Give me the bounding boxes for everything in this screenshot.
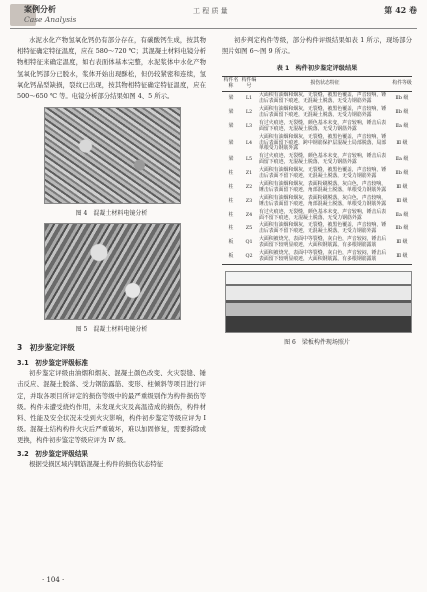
cell-id: L2 bbox=[245, 108, 253, 115]
cell-damage: 大面积有油烟和烟灰，无裂缝，被黑色覆盖，声音较响，锤击后表面留下痕迹，跨中钢筋保护层混凝土局部脱落，局部单根受力钢筋外露 bbox=[259, 133, 387, 152]
cell-grade: Ⅱb 级 bbox=[395, 95, 409, 102]
cell-grade: Ⅲ 级 bbox=[396, 239, 408, 246]
cell-id: L4 bbox=[245, 139, 253, 146]
table-header-row bbox=[222, 77, 412, 92]
table-caption: 表 1 构件初步鉴定评级结果 bbox=[276, 65, 358, 73]
header-component: 构件名称 bbox=[222, 77, 240, 92]
header-id: 构件编号 bbox=[240, 77, 258, 92]
left-column bbox=[17, 35, 206, 470]
cell-grade: Ⅱa 级 bbox=[395, 156, 409, 163]
cell-id: Z2 bbox=[245, 183, 253, 190]
cell-damage: 大面积被烧光，表面中等裂缝，灰白色，声音较闷，锤击后表面留下较明显痕迹，大面积钢筋露，有多根钢筋露筋 bbox=[259, 236, 387, 249]
cell-damage: 大面积有油烟和烟灰，无裂缝，被黑色覆盖，声音较响，锤击后表面留下痕迹，无混凝土脱落，无受力钢筋外露 bbox=[259, 106, 387, 118]
cell-damage: 大面积有油烟和烟灰，无裂缝，被黑色覆盖，声音较响，锤击后表面不留下痕迹，无混凝土脱落，无受力钢筋外露 bbox=[259, 222, 387, 235]
section-title: 案例分析 bbox=[24, 5, 56, 14]
figure-5-image bbox=[44, 223, 181, 320]
header-divider bbox=[10, 28, 417, 29]
section-3-2-heading: 3.2 初步鉴定评级结果 bbox=[17, 449, 89, 458]
cell-damage: 有过火痕迹，无裂缝，颜色基本未变，声音较响，锤击后表面不留下痕迹，无混凝土脱落，无受力钢筋外露 bbox=[259, 208, 387, 221]
section-3-1-heading: 3.1 初步鉴定评级标准 bbox=[17, 359, 89, 368]
cell-damage: 大面积有油烟和烟灰，表面粉刷脱落，灰白色，声音较响，锤击后表面留下痕迹，角部混凝土脱落，单根受力钢筋外露 bbox=[259, 194, 387, 207]
cell-damage: 有过火痕迹，无裂缝，颜色基本未变，声音较响，锤击后表面留下痕迹，无混凝土脱落，无受力钢筋外露 bbox=[259, 153, 387, 166]
cell-id: L5 bbox=[245, 156, 253, 163]
cell-grade: Ⅱb 级 bbox=[395, 108, 409, 115]
figure-4-caption: 图 4 混凝土材料电镜分析 bbox=[75, 210, 148, 218]
section-3-heading: 3 初步鉴定评级 bbox=[17, 343, 75, 353]
header-damage: 损伤状态特征 bbox=[258, 77, 392, 92]
cell-id: Z5 bbox=[245, 225, 253, 232]
cell-grade: Ⅲ 级 bbox=[392, 250, 412, 264]
cell-damage: 大面积有油烟和烟灰，无裂缝，被黑色覆盖，声音较响，锤击后表面留下痕迹，无混凝土脱落，无受力钢筋外露 bbox=[259, 92, 387, 105]
table-row bbox=[222, 209, 412, 223]
cell-component: 梁 bbox=[228, 95, 234, 102]
cell-id: Z4 bbox=[245, 211, 253, 218]
table-row bbox=[222, 181, 412, 195]
section-3-2-text: 根据受损区域内钢筋混凝土构件的损伤状态特征 bbox=[29, 459, 164, 468]
cell-grade: Ⅲ 级 bbox=[396, 197, 408, 204]
magazine-name: 工 程 质 量 bbox=[193, 7, 228, 15]
cell-component: 柱 bbox=[228, 225, 234, 232]
cell-id: Q2 bbox=[240, 250, 258, 264]
cell-component: 梁 bbox=[228, 108, 234, 115]
cell-component: 梁 bbox=[228, 122, 234, 129]
cell-id: L1 bbox=[245, 95, 253, 102]
table-row bbox=[222, 195, 412, 209]
cell-grade: Ⅲ 级 bbox=[396, 139, 408, 146]
cell-grade: Ⅱa 级 bbox=[395, 122, 409, 129]
section-3-1-text: 初步鉴定评级由油烟和烟灰、混凝土颜色改变、火灾裂缝、锤击反应、混凝土脱落、受力钢筋露筋、变形、柱倾斜等项目进行评定，并取各项目所评定的损伤等级中的最严重级别作为构件损伤等级。构件未遭受烧灼作用，未发现火灾及高温造成的损伤，构件材料、性能及安全状况未受到火灾影响，构件初步鉴定等级应评为 Ⅰ 级。混凝土结构构件火灾后严重破坏，难以加固修复，需要拆除或更换，构件初步鉴定等级应评为 Ⅳ 级。 bbox=[17, 369, 206, 445]
cell-id: L3 bbox=[245, 122, 253, 129]
cell-grade: Ⅱb 级 bbox=[395, 225, 409, 232]
figure-5-caption: 图 5 混凝土材料电镜分析 bbox=[75, 326, 148, 334]
table-row bbox=[222, 222, 412, 236]
cell-component: 板 bbox=[228, 239, 234, 246]
section-subtitle: Case Analysis bbox=[24, 15, 77, 24]
figure-6-caption: 图 6 梁板构件现场照片 bbox=[284, 338, 350, 346]
table-row bbox=[222, 236, 412, 250]
right-intro-paragraph: 初步判定构件等级，部分构件评级结果如表 1 所示，现场部分照片如图 6～图 9 所示。 bbox=[222, 36, 412, 56]
volume-label: 第 42 卷 bbox=[384, 5, 417, 15]
figure-4-image bbox=[44, 107, 181, 204]
table-row bbox=[222, 134, 412, 154]
cell-damage: 大面积有油烟和烟灰，无裂缝，被黑色覆盖，声音较响，锤击后表面不留下痕迹，无混凝土脱落，无受力钢筋外露 bbox=[259, 167, 387, 180]
right-column bbox=[222, 35, 412, 346]
cell-component: 柱 bbox=[228, 183, 234, 190]
page-number: · 104 · bbox=[42, 576, 65, 584]
figure-6-image bbox=[225, 271, 412, 333]
cell-damage: 大面积被烧光，表面中等裂缝，灰白色，声音较闷，锤击后表面留下较明显痕迹，大面积钢筋露，有多根钢筋露筋 bbox=[258, 250, 392, 264]
cell-component: 板 bbox=[222, 250, 240, 264]
table-row bbox=[222, 153, 412, 167]
table-row bbox=[222, 120, 412, 134]
table-body bbox=[222, 92, 412, 265]
cell-component: 柱 bbox=[228, 170, 234, 177]
cell-id: Q1 bbox=[245, 239, 253, 246]
cell-component: 梁 bbox=[228, 156, 234, 163]
table-row bbox=[222, 250, 412, 264]
table-row bbox=[222, 167, 412, 181]
cell-id: Z3 bbox=[245, 197, 253, 204]
cell-grade: Ⅲ 级 bbox=[396, 183, 408, 190]
cell-component: 梁 bbox=[228, 139, 234, 146]
cell-grade: Ⅱa 级 bbox=[395, 211, 409, 218]
cell-damage: 大面积有油烟和烟灰，表面粉刷脱落，灰白色，声音较响，锤击后表面留下痕迹，角部混凝土脱落，单根受力钢筋外露 bbox=[259, 181, 387, 193]
cell-component: 柱 bbox=[228, 197, 234, 204]
page-header bbox=[0, 0, 427, 30]
cell-damage: 有过火痕迹，无裂缝，颜色基本未变，声音较响，锤击后表面留下痕迹，无混凝土脱落，无受力钢筋外露 bbox=[259, 119, 387, 132]
intro-paragraph: 水泥水化产物氢氧化钙仍有部分存在，有碳酸钙生成，按其物相特征确定特征温度，应在 580～720 ℃；其混凝土材料电镜分析物相特征来确定温度，如右表面体基本完整，水泥浆体中水化产物氢氧化钙部分已脱水，浆体开始出现酥松，但仍较紧密和连续，氢氧化钙晶型缺损，裂纹已出现，按其物相特征确定特征温度，应在 500～650 ℃ 等。电镜分析部分结果如图 4、5 所示。 bbox=[17, 36, 206, 101]
table-row bbox=[222, 92, 412, 106]
rating-table bbox=[222, 76, 412, 264]
header-grade: 构件等级 bbox=[392, 77, 412, 92]
table-row bbox=[222, 106, 412, 120]
cell-id: Z1 bbox=[245, 170, 253, 177]
cell-component: 柱 bbox=[228, 211, 234, 218]
cell-grade: Ⅱb 级 bbox=[395, 170, 409, 177]
